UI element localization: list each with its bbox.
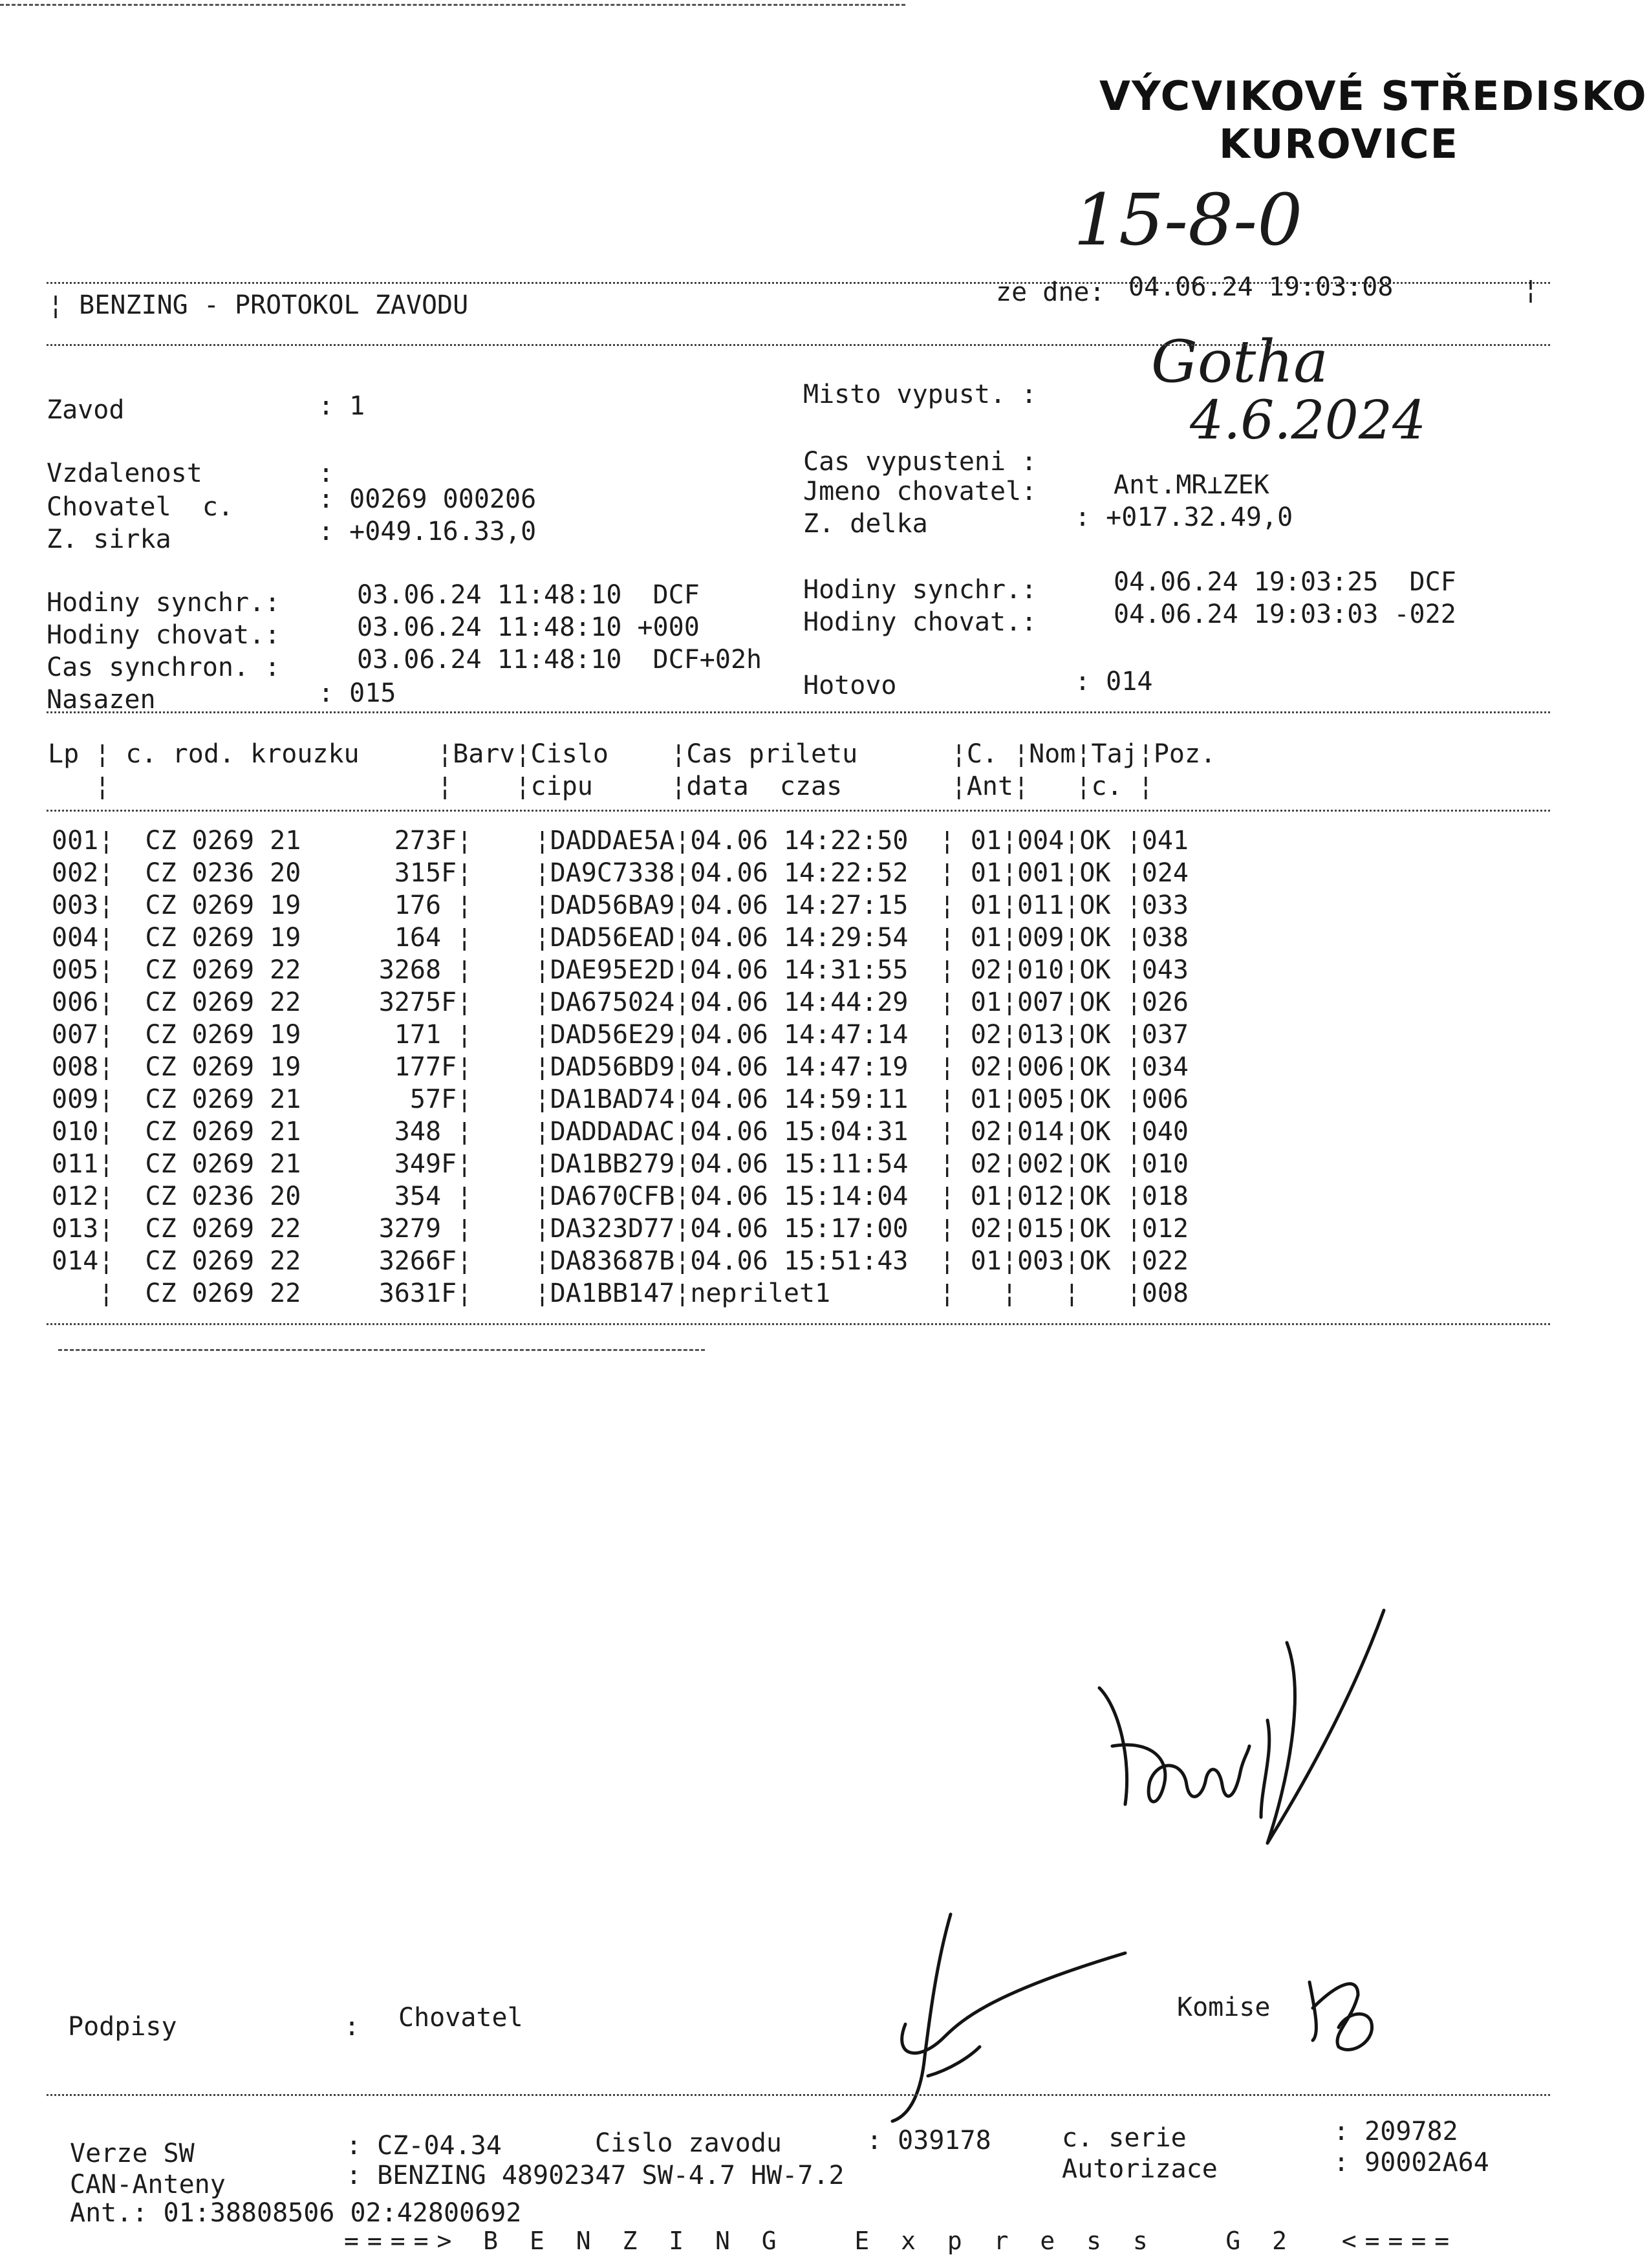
breeder-number-label: Chovatel c.: [47, 492, 233, 522]
table-row: 001¦ CZ 0269 21 273F¦ ¦DADDAE5A¦04.06 14:22:50 ¦ 01¦004¦OK ¦041: [52, 826, 1189, 856]
antenna-value: : BENZING 48902347 SW-4.7 HW-7.2: [346, 2161, 845, 2190]
table-row: 014¦ CZ 0269 22 3266F¦ ¦DA83687B¦04.06 15:51:43 ¦ 01¦003¦OK ¦022: [52, 1246, 1189, 1276]
antenna-label: CAN-Anteny: [70, 2170, 226, 2199]
longitude-value: : +017.32.49,0: [1075, 502, 1293, 532]
stamp-line-1: VÝCVIKOVÉ STŘEDISKO: [1099, 72, 1648, 120]
latitude-label: Z. sirka: [47, 524, 171, 554]
footer-rule: [47, 2094, 1550, 2096]
signature-large-icon: [1073, 1591, 1487, 1863]
serial-value: : 209782: [1333, 2117, 1458, 2146]
sync-time-value: 03.06.24 11:48:10 DCF+02h: [357, 645, 762, 675]
table-header-1: Lp ¦ c. rod. krouzku ¦Barv¦Cislo ¦Cas priletu ¦C. ¦Nom¦Taj¦Poz.: [48, 739, 1216, 769]
release-time-label: Cas vypusteni :: [803, 447, 1037, 477]
table-row: 010¦ CZ 0269 21 348 ¦ ¦DADDADAC¦04.06 15:04:31 ¦ 02¦014¦OK ¦040: [52, 1117, 1189, 1147]
table-row: 005¦ CZ 0269 22 3268 ¦ ¦DAE95E2D¦04.06 14:31:55 ¦ 02¦010¦OK ¦043: [52, 955, 1189, 985]
table-header-rule: [47, 810, 1550, 812]
clock-sync-label-1: Hodiny synchr.:: [47, 588, 281, 618]
handwritten-date: 4.6.2024: [1190, 390, 1427, 451]
protocol-title: ¦ BENZING - PROTOKOL ZAVODU: [48, 290, 469, 320]
table-row: 011¦ CZ 0269 21 349F¦ ¦DA1BB279¦04.06 15:11:54 ¦ 02¦002¦OK ¦010: [52, 1149, 1189, 1179]
clock-sync-value-2: 04.06.24 19:03:25 DCF: [1114, 567, 1456, 597]
protocol-date-value: 04.06.24 19:03:08: [1128, 272, 1394, 302]
basketed-value: : 015: [318, 678, 396, 708]
table-rule-top: [47, 711, 1550, 713]
table-rule-bottom: [47, 1323, 1550, 1325]
serial-label: c. serie: [1062, 2123, 1187, 2153]
stamp-line-2: KUROVICE: [1219, 120, 1459, 167]
training-center-stamp: [1099, 72, 1648, 120]
table-row: 013¦ CZ 0269 22 3279 ¦ ¦DA323D77¦04.06 15:17:00 ¦ 02¦015¦OK ¦012: [52, 1214, 1189, 1244]
authorization-value: : 90002A64: [1333, 2148, 1489, 2177]
handwritten-place: Gotha: [1151, 328, 1328, 396]
distance-label: Vzdalenost: [47, 459, 202, 488]
breeder-number-value: : 00269 000206: [318, 484, 537, 514]
breeder-clock-label-1: Hodiny chovat.:: [47, 620, 281, 650]
sync-time-label: Cas synchron. :: [47, 653, 281, 682]
race-number-value: : 039178: [867, 2126, 991, 2155]
breeder-name-label: Jmeno chovatel:: [803, 477, 1037, 506]
top-rule: [0, 4, 905, 6]
table-header-2: ¦ ¦ ¦cipu ¦data czas ¦Ant¦ ¦c. ¦: [48, 772, 1154, 801]
antenna-serials: Ant.: 01:38808506 02:42800692: [70, 2198, 522, 2228]
race-value: : 1: [318, 391, 365, 421]
race-label: Zavod: [47, 395, 125, 425]
clock-sync-label-2: Hodiny synchr.:: [803, 575, 1037, 605]
breeder-signature-label: Chovatel: [398, 2003, 523, 2033]
latitude-value: : +049.16.33,0: [318, 517, 537, 546]
distance-value: :: [318, 459, 334, 488]
breeder-clock-label-2: Hodiny chovat.:: [803, 607, 1037, 637]
table-row: 007¦ CZ 0269 19 171 ¦ ¦DAD56E29¦04.06 14:47:14 ¦ 02¦013¦OK ¦037: [52, 1020, 1189, 1050]
race-number-label: Cislo zavodu: [595, 2128, 782, 2158]
table-row: 002¦ CZ 0236 20 315F¦ ¦DA9C7338¦04.06 14:22:52 ¦ 01¦001¦OK ¦024: [52, 858, 1189, 888]
training-center-stamp-city: [1219, 120, 1459, 167]
basketed-label: Nasazen: [47, 685, 156, 715]
table-row: ¦ CZ 0269 22 3631F¦ ¦DA1BB147¦neprilet1 ¦ ¦ ¦ ¦008: [52, 1279, 1189, 1308]
header-rule-bottom: [47, 344, 1550, 346]
table-row: 009¦ CZ 0269 21 57F¦ ¦DA1BAD74¦04.06 14:59:11 ¦ 01¦005¦OK ¦006: [52, 1085, 1189, 1114]
table-row: 006¦ CZ 0269 22 3275F¦ ¦DA675024¦04.06 14:44:29 ¦ 01¦007¦OK ¦026: [52, 988, 1189, 1017]
signatures-label: Podpisy: [68, 2012, 177, 2042]
breeder-name-value: Ant.MR⊥ZEK: [1114, 470, 1269, 500]
commission-signature-label: Komise: [1177, 1993, 1271, 2022]
header-edge: ¦: [1523, 275, 1539, 305]
table-row: 004¦ CZ 0269 19 164 ¦ ¦DAD56EAD¦04.06 14:29:54 ¦ 01¦009¦OK ¦038: [52, 923, 1189, 953]
commission-signature-icon: [1300, 1969, 1397, 2060]
sw-version-label: Verze SW: [70, 2139, 195, 2168]
longitude-label: Z. delka: [803, 509, 928, 539]
breeder-clock-value-1: 03.06.24 11:48:10 +000: [357, 612, 700, 642]
table-row: 008¦ CZ 0269 19 177F¦ ¦DAD56BD9¦04.06 14:47:19 ¦ 02¦006¦OK ¦034: [52, 1052, 1189, 1082]
protocol-date-label: ze dne:: [996, 277, 1105, 307]
table-row: 003¦ CZ 0269 19 176 ¦ ¦DAD56BA9¦04.06 14:27:15 ¦ 01¦011¦OK ¦033: [52, 891, 1189, 920]
breeder-clock-value-2: 04.06.24 19:03:03 -022: [1114, 599, 1456, 629]
sw-version-value: : CZ-04.34: [346, 2131, 502, 2161]
clock-sync-value-1: 03.06.24 11:48:10 DCF: [357, 580, 700, 610]
handwritten-count: 15-8-0: [1073, 178, 1303, 261]
done-label: Hotovo: [803, 671, 897, 700]
done-value: : 014: [1075, 667, 1153, 697]
signatures-sep: :: [344, 2012, 360, 2042]
release-place-label: Misto vypust. :: [803, 380, 1037, 409]
table-rule-bottom-faint: [58, 1349, 705, 1351]
authorization-label: Autorizace: [1062, 2154, 1218, 2184]
benzing-express-banner: ====> B E N Z I N G E x p r e s s G 2 <====: [344, 2227, 1458, 2255]
table-row: 012¦ CZ 0236 20 354 ¦ ¦DA670CFB¦04.06 15:14:04 ¦ 01¦012¦OK ¦018: [52, 1182, 1189, 1211]
